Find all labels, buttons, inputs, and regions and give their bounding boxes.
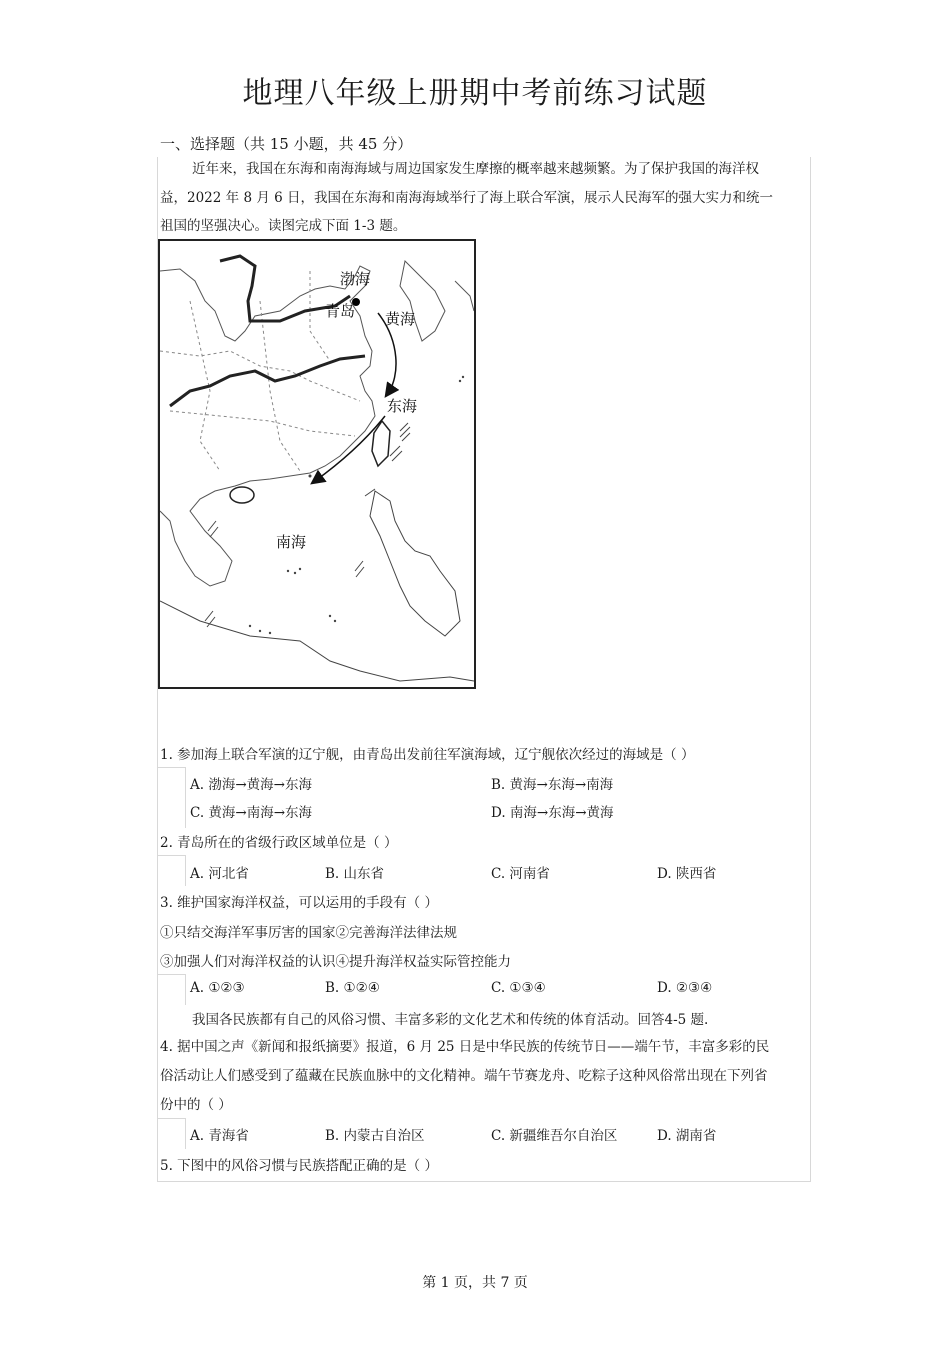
q3-option-a[interactable]: A. ①②③ <box>190 980 245 996</box>
intro-4-5: 我国各民族都有自己的风俗习惯、丰富多彩的文化艺术和传统的体育活动。回答4-5 题. <box>192 1012 709 1028</box>
section-heading: 一、选择题（共 15 小题，共 45 分） <box>160 135 413 153</box>
q4-option-bracket <box>157 1118 186 1149</box>
intro-line-2: 益，2022 年 8 月 6 日，我国在东海和南海海域举行了海上联合军演，展示人民海军的强大实力和统一 <box>160 190 773 206</box>
q4-option-c[interactable]: C. 新疆维吾尔自治区 <box>491 1128 618 1144</box>
intro-line-1: 近年来，我国在东海和南海海域与周边国家发生摩擦的概率越来越频繁。为了保护我国的海洋权 <box>192 161 759 177</box>
philippines <box>370 491 460 636</box>
korean-peninsula <box>400 261 445 341</box>
page-title: 地理八年级上册期中考前练习试题 <box>242 76 708 111</box>
map-svg <box>160 241 474 687</box>
q4-stem-line-3: 份中的（ ） <box>160 1097 232 1113</box>
q1-option-d[interactable]: D. 南海→东海→黄海 <box>491 805 614 821</box>
q4-option-d[interactable]: D. 湖南省 <box>657 1128 717 1144</box>
q4-option-b[interactable]: B. 内蒙古自治区 <box>325 1128 425 1144</box>
yangtze-river-line <box>170 356 365 406</box>
q1-option-b[interactable]: B. 黄海→东海→南海 <box>491 777 614 793</box>
q3-option-bracket <box>157 974 186 1005</box>
q1-option-a[interactable]: A. 渤海→黄海→东海 <box>190 777 312 793</box>
q3-option-b[interactable]: B. ①②④ <box>325 980 380 996</box>
q3-stem: 3. 维护国家海洋权益，可以运用的手段有（ ） <box>160 895 438 911</box>
southern-coast <box>160 601 474 681</box>
q4-stem-line-1: 4. 据中国之声《新闻和报纸摘要》报道，6 月 25 日是中华民族的传统节日——端午节，丰富多彩的民 <box>160 1039 770 1055</box>
hatched-areas <box>205 423 410 627</box>
q1-stem: 1. 参加海上联合军演的辽宁舰，由青岛出发前往军演海域，辽宁舰依次经过的海域是（ ） <box>160 747 695 763</box>
q3-sub-2: ③加强人们对海洋权益的认识④提升海洋权益实际管控能力 <box>160 954 511 970</box>
label-huanghai: 黄海 <box>385 310 416 328</box>
label-bohai: 渤海 <box>340 270 371 288</box>
intro-line-3: 祖国的坚强决心。读图完成下面 1-3 题。 <box>160 218 407 234</box>
q5-stem: 5. 下图中的风俗习惯与民族搭配正确的是（ ） <box>160 1158 438 1174</box>
label-donghai: 东海 <box>387 397 418 415</box>
q3-option-c[interactable]: C. ①③④ <box>491 980 546 996</box>
q1-option-bracket <box>157 767 186 828</box>
q4-stem-line-2: 俗活动让人们感受到了蕴藏在民族血脉中的文化精神。端午节赛龙舟、吃粽子这种风俗常出现在下列省 <box>160 1068 768 1084</box>
q2-option-bracket <box>157 855 186 886</box>
q3-sub-1: ①只结交海洋军事厉害的国家②完善海洋法律法规 <box>160 925 457 941</box>
hainan-island <box>230 487 254 503</box>
province-border <box>260 301 300 471</box>
q2-option-b[interactable]: B. 山东省 <box>325 866 385 882</box>
q4-option-a[interactable]: A. 青海省 <box>190 1128 249 1144</box>
q1-option-c[interactable]: C. 黄海→南海→东海 <box>190 805 313 821</box>
province-border <box>170 411 355 436</box>
q2-option-a[interactable]: A. 河北省 <box>190 866 249 882</box>
page-footer: 第 1 页，共 7 页 <box>422 1275 528 1291</box>
japan-coast <box>455 281 474 311</box>
island-dots <box>249 376 464 634</box>
q2-stem: 2. 青岛所在的省级行政区域单位是（ ） <box>160 835 398 851</box>
q3-option-d[interactable]: D. ②③④ <box>657 980 713 996</box>
q2-option-c[interactable]: C. 河南省 <box>491 866 550 882</box>
label-nanhai: 南海 <box>276 533 307 551</box>
q2-option-d[interactable]: D. 陕西省 <box>657 866 717 882</box>
route-arrow-2 <box>315 416 385 481</box>
sea-map <box>158 239 476 689</box>
province-border <box>160 351 360 401</box>
label-qingdao: 青岛 <box>325 302 356 320</box>
